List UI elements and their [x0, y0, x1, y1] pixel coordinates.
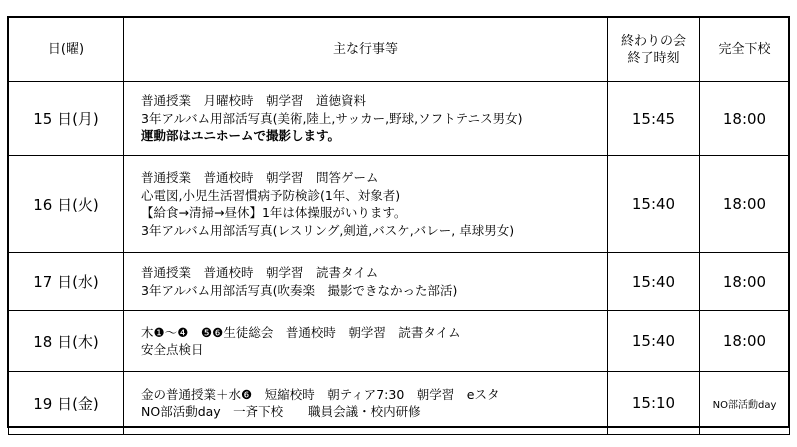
row-kanko: NO部活動day — [700, 372, 790, 435]
row-kanko: 18:00 — [700, 253, 790, 311]
row-end-time: 15:45 — [608, 82, 700, 156]
event-line: 心電図,小児生活習慣病予防検診(1年、対象者) — [141, 187, 401, 203]
row-kanko: 18:00 — [700, 82, 790, 156]
event-line-bold: 運動部はユニホームで撮影します。 — [141, 128, 341, 144]
row-events — [124, 253, 608, 311]
header-date: 日(曜) — [9, 18, 124, 82]
weekly-schedule-table — [8, 17, 790, 435]
row-events — [124, 311, 608, 372]
row-date: 18 日(木) — [9, 311, 124, 372]
header-kanko: 完全下校 — [700, 18, 790, 82]
outer-border-left — [7, 16, 9, 428]
outer-border-bottom — [7, 426, 790, 428]
row-date: 15 日(月) — [9, 82, 124, 156]
event-line: 普通授業 月曜校時 朝学習 道徳資料 — [141, 93, 367, 109]
header-events: 主な行事等 — [124, 18, 608, 82]
event-line: 3年アルバム用部活写真(吹奏楽 撮影できなかった部活) — [141, 282, 458, 298]
row-end-time: 15:40 — [608, 156, 700, 253]
header-end-time-line2: 終了時刻 — [627, 50, 680, 66]
row-date: 19 日(金) — [9, 372, 124, 435]
event-line: 金の普通授業＋水❻ 短縮校時 朝ティア7:30 朝学習 eスタ — [141, 386, 500, 402]
header-end-time-line1: 終わりの会 — [620, 33, 686, 49]
row-kanko: 18:00 — [700, 156, 790, 253]
event-line: 3年アルバム用部活写真(レスリング,剣道,バスケ,バレー, 卓球男女) — [141, 222, 515, 238]
event-line: 普通授業 普通校時 朝学習 問答ゲーム — [141, 170, 379, 185]
row-events — [124, 156, 608, 253]
event-line: 3年アルバム用部活写真(美術,陸上,サッカー,野球,ソフトテニス男女) — [141, 110, 523, 126]
row-end-time: 15:40 — [608, 311, 700, 372]
event-line: 【給食→清掃→昼休】1年は体操服がいります。 — [141, 205, 407, 220]
header-row — [9, 18, 790, 82]
event-line: NO部活動day 一斉下校 職員会議・校内研修 — [141, 404, 421, 419]
row-date: 17 日(水) — [9, 253, 124, 311]
row-end-time: 15:10 — [608, 372, 700, 435]
outer-border-top — [7, 16, 790, 18]
row-kanko: 18:00 — [700, 311, 790, 372]
table-row — [9, 253, 790, 311]
row-date: 16 日(火) — [9, 156, 124, 253]
row-events — [124, 82, 608, 156]
outer-border-right — [788, 16, 790, 428]
table-row — [9, 311, 790, 372]
event-line: 普通授業 普通校時 朝学習 読書タイム — [141, 265, 379, 280]
table-row — [9, 156, 790, 253]
event-line: 安全点検日 — [141, 342, 204, 357]
event-line: 木❶～❹ ❺❻生徒総会 普通校時 朝学習 読書タイム — [141, 324, 461, 340]
table-row — [9, 82, 790, 156]
row-end-time: 15:40 — [608, 253, 700, 311]
header-end-time — [608, 18, 700, 82]
